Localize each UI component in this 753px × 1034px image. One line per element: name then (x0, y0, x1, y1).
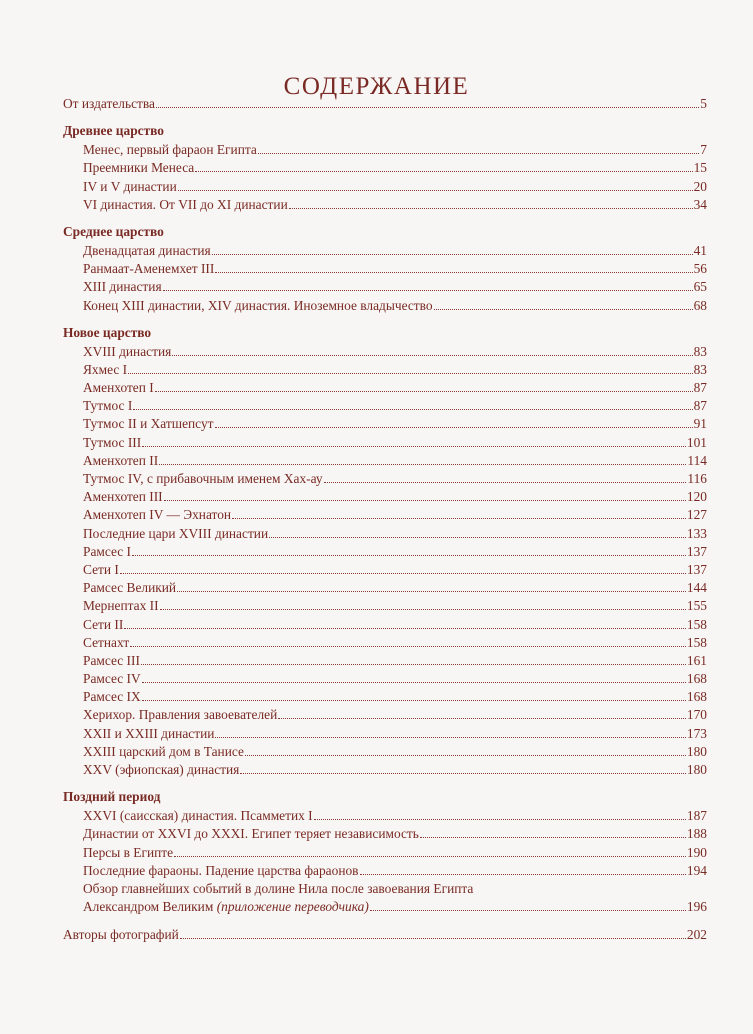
dot-leader (160, 597, 686, 610)
toc-entry-title: Последние цари XVIII династии (83, 525, 269, 541)
toc-entry-page: 168 (686, 689, 707, 705)
toc-entry-page: 158 (686, 634, 707, 650)
toc-entry-page: 87 (693, 398, 707, 414)
dot-leader (142, 434, 686, 447)
toc-entry-page: 133 (686, 525, 707, 541)
toc-entry-title: Сетнахт (83, 634, 130, 650)
toc-entry-page: 91 (693, 416, 707, 432)
dot-leader (215, 725, 686, 738)
toc-entry-page: 101 (686, 434, 707, 450)
toc-entry-title-text: Александром Великим (83, 899, 214, 915)
toc-entry[interactable] (63, 434, 707, 452)
toc-entry[interactable] (63, 415, 707, 433)
toc-entry-title: Рамсес Великий (83, 580, 177, 596)
toc-entry[interactable] (63, 706, 707, 724)
toc-entry-title: XXV (эфиопская) династия (83, 762, 240, 777)
toc-entry[interactable] (63, 807, 707, 825)
toc-entry-title: Последние фараоны. Падение царства фараонов (83, 862, 359, 878)
toc-entry[interactable] (63, 525, 707, 543)
toc-entry-title: Аменхотеп I (83, 380, 154, 396)
toc-entry-page: 65 (693, 279, 707, 295)
toc-entry[interactable] (63, 652, 707, 670)
toc-entry-title: Преемники Менеса (83, 160, 195, 176)
dot-leader (360, 862, 686, 875)
toc-entry-page: 7 (700, 142, 707, 158)
toc-entry[interactable] (63, 634, 707, 652)
toc-entry[interactable] (63, 397, 707, 415)
toc-entry-title: Ранмаат-Аменемхет III (83, 261, 215, 277)
toc-entry-title: Аменхотеп IV — Эхнатон (83, 507, 232, 523)
toc-entry[interactable] (63, 278, 707, 296)
dot-leader (215, 260, 692, 273)
toc-entry-title: Рамсес III (83, 652, 140, 668)
dot-leader (174, 844, 686, 857)
toc-entry-title: Херихор. Правления завоевателей (83, 707, 278, 723)
toc-entry[interactable] (63, 543, 707, 561)
dot-leader (142, 688, 686, 701)
toc-entry-title-line1[interactable]: Обзор главнейших событий в долине Нила после завоевания Египта (83, 880, 474, 896)
translator-note: (приложение переводчика) (216, 899, 369, 915)
toc-entry-title: Тутмос IV, с прибавочным именем Хах-ау (83, 471, 323, 486)
toc-entry[interactable] (63, 343, 707, 361)
toc-entry-title: Конец XIII династии, XIV династия. Иноземное владычество (83, 297, 433, 313)
toc-entry-page: 187 (686, 808, 707, 824)
toc-entry-page: 116 (687, 471, 707, 486)
toc-entry-page: 87 (693, 380, 707, 396)
toc-entry[interactable] (63, 361, 707, 379)
toc-entry[interactable] (63, 743, 707, 761)
toc-entry-page: 180 (686, 762, 707, 777)
dot-leader (141, 652, 686, 665)
toc-entry-title: Тутмос III (83, 434, 142, 450)
toc-entry-page: 127 (686, 507, 707, 523)
toc-entry[interactable] (63, 688, 707, 706)
toc-entry-page: 188 (686, 826, 707, 842)
toc-entry[interactable] (63, 470, 707, 488)
toc-entry-page: 83 (693, 361, 707, 377)
toc-entry-page: 68 (693, 297, 707, 313)
toc-entry[interactable] (63, 379, 707, 397)
toc-entry-page: 180 (686, 743, 707, 759)
toc-entry-title: Рамсес I (83, 543, 131, 559)
dot-leader (133, 397, 692, 410)
toc-entry[interactable] (63, 561, 707, 579)
toc-entry[interactable] (63, 844, 707, 862)
toc-entry[interactable] (63, 616, 707, 634)
dot-leader (232, 506, 686, 519)
toc-entry-page: 144 (686, 580, 707, 596)
toc-entry-title: От издательства (63, 96, 155, 111)
dot-leader (324, 470, 687, 483)
toc-entry-title: XXVI (саисская) династия. Псамметих I (83, 808, 313, 824)
toc-entry[interactable] (63, 862, 707, 880)
toc-entry-title: Сети I (83, 561, 119, 577)
toc-entry-page: 170 (686, 707, 707, 723)
dot-leader (278, 706, 686, 719)
toc-entry-photo-credits[interactable] (63, 926, 707, 944)
toc-entry-page: 15 (693, 160, 707, 176)
dot-leader (155, 379, 693, 392)
toc-entry[interactable] (63, 260, 707, 278)
dot-leader (245, 743, 686, 756)
toc-section-heading[interactable]: Древнее царство (63, 123, 164, 139)
dot-leader (289, 196, 693, 209)
toc-entry[interactable] (63, 488, 707, 506)
toc-entry[interactable] (63, 196, 707, 214)
page-title: СОДЕРЖАНИЕ (283, 72, 470, 100)
dot-leader (172, 343, 692, 356)
toc-entry-title: Авторы фотографий (63, 927, 179, 943)
toc-entry-title: Сети II (83, 616, 124, 632)
toc-section-heading[interactable]: Поздний период (63, 789, 161, 805)
toc-entry[interactable] (63, 898, 707, 916)
toc-entry-title: Мернептах II (83, 598, 159, 614)
dot-leader (128, 361, 692, 374)
toc-entry-title: Аменхотеп III (83, 489, 163, 505)
toc-entry-title: IV и V династии (83, 178, 177, 194)
toc-entry-title: Аменхотеп II (83, 452, 159, 468)
toc-entry-page: 161 (686, 652, 707, 668)
dot-leader (240, 761, 686, 774)
table-of-contents (63, 95, 707, 945)
toc-entry-title: XXIII царский дом в Танисе (83, 743, 244, 759)
toc-entry-page: 137 (686, 561, 707, 577)
toc-entry-title: Яхмес I (83, 361, 128, 377)
toc-entry-page: 137 (686, 543, 707, 559)
dot-leader (142, 670, 686, 683)
dot-leader (132, 543, 686, 556)
toc-entry-title: Династии от XXVI до XXXI. Египет теряет независимость (83, 826, 419, 842)
toc-entry-title: VI династия. От VII до XI династии (83, 196, 288, 212)
toc-section (63, 222, 707, 315)
toc-entry-title: Тутмос II и Хатшепсут (83, 416, 214, 432)
dot-leader (163, 278, 693, 291)
toc-entry-page: 196 (686, 899, 707, 915)
dot-leader (159, 452, 686, 465)
dot-leader (164, 488, 686, 501)
dot-leader (124, 616, 686, 629)
toc-entry-page: 173 (686, 725, 707, 741)
dot-leader (370, 898, 686, 911)
dot-leader (258, 141, 699, 154)
dot-leader (420, 825, 686, 838)
toc-entry[interactable] (63, 670, 707, 688)
dot-leader (180, 926, 686, 939)
toc-entry-page: 168 (686, 671, 707, 687)
toc-entry-title: Тутмос I (83, 398, 133, 414)
toc-entry-page: 120 (686, 489, 707, 505)
dot-leader (178, 178, 693, 191)
toc-entry[interactable] (63, 725, 707, 743)
toc-entry-page: 41 (693, 242, 707, 258)
toc-entry-title: XVIII династия (83, 343, 172, 359)
toc-entry-page: 194 (686, 862, 707, 878)
toc-entry-page: 158 (686, 616, 707, 632)
toc-entry-page: 190 (686, 844, 707, 860)
toc-entry-page: 5 (700, 96, 707, 111)
toc-entry[interactable] (63, 178, 707, 196)
toc-entry[interactable] (63, 452, 707, 470)
toc-section (63, 323, 707, 780)
dot-leader (130, 634, 686, 647)
toc-entry-title-line2 (83, 898, 369, 916)
dot-leader (177, 579, 686, 592)
toc-section-heading[interactable]: Среднее царство (63, 223, 164, 239)
toc-entry-page: 34 (693, 196, 707, 212)
toc-entry-page: 56 (693, 261, 707, 277)
dot-leader (195, 159, 692, 172)
toc-entry-title: Рамсес IV (83, 671, 141, 687)
toc-section (63, 121, 707, 214)
toc-entry[interactable] (63, 825, 707, 843)
toc-section (63, 787, 707, 916)
toc-entry-title: Двенадцатая династия (83, 242, 211, 258)
dot-leader (120, 561, 686, 574)
toc-entry-page: 155 (686, 598, 707, 614)
dot-leader (215, 415, 693, 428)
toc-entry[interactable] (63, 579, 707, 597)
toc-entry[interactable] (63, 597, 707, 615)
dot-leader (156, 95, 699, 108)
toc-entry-title: Менес, первый фараон Египта (83, 142, 257, 158)
dot-leader (269, 525, 686, 538)
dot-leader (212, 242, 693, 255)
toc-entry-title: Персы в Египте (83, 844, 174, 860)
dot-leader (434, 297, 693, 310)
toc-section-heading[interactable]: Новое царство (63, 324, 152, 340)
toc-entry-intro[interactable] (63, 95, 707, 113)
toc-entry[interactable] (63, 297, 707, 315)
dot-leader (314, 807, 686, 820)
toc-entry-title: Рамсес IX (83, 689, 141, 705)
toc-entry-page: 83 (693, 343, 707, 359)
toc-entry-title: XIII династия (83, 279, 162, 295)
toc-entry[interactable] (63, 242, 707, 260)
toc-entry[interactable] (63, 159, 707, 177)
toc-entry[interactable] (63, 761, 707, 779)
toc-entry-page: 202 (686, 927, 707, 943)
toc-entry[interactable] (63, 506, 707, 524)
toc-entry-page: 20 (693, 178, 707, 194)
toc-entry-title: XXII и XXIII династии (83, 725, 215, 741)
toc-entry[interactable] (63, 141, 707, 159)
toc-entry-page: 114 (687, 452, 707, 468)
